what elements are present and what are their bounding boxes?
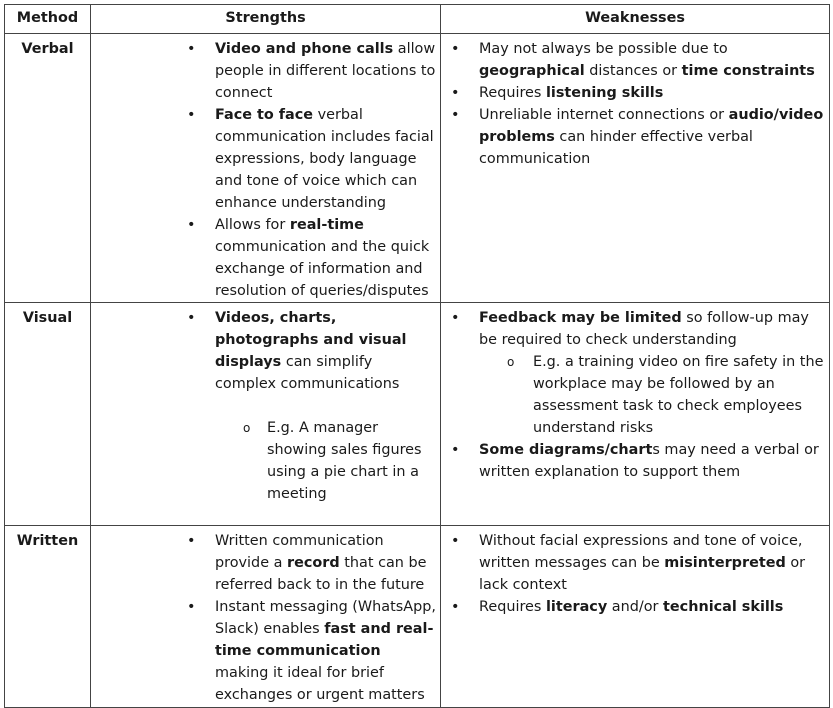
- strengths-list: [215, 530, 436, 706]
- bold-text: Feedback may be limited: [479, 310, 682, 326]
- comparison-table: [4, 4, 830, 708]
- method-cell: Verbal: [5, 34, 91, 303]
- bold-text: Video and phone calls: [215, 41, 394, 57]
- bullet-item: [215, 307, 436, 505]
- strengths-cell: [91, 526, 441, 708]
- bullet-item: [215, 530, 436, 596]
- text: and/or: [607, 599, 664, 615]
- text: Requires: [479, 85, 546, 101]
- bullet-item: [479, 439, 825, 483]
- bullet-item: [215, 596, 436, 706]
- bold-text: technical skills: [663, 599, 784, 615]
- row-visual: [5, 303, 830, 526]
- bold-text: misinterpreted: [664, 555, 786, 571]
- text: Unreliable internet connections or: [479, 107, 729, 123]
- bold-text: geographical: [479, 63, 585, 79]
- bullet-item: [215, 104, 436, 214]
- text: s may need a verbal or written explanation to support them: [479, 442, 819, 480]
- text: that can be referred back to in the future: [215, 555, 427, 593]
- bold-text: Videos, charts, photographs and visual displays: [215, 310, 407, 370]
- header-row: [5, 5, 830, 34]
- method-cell: Visual: [5, 303, 91, 526]
- sub-bullet-item: [479, 351, 825, 439]
- method-cell: Written: [5, 526, 91, 708]
- sub-bullet-text: E.g. a training video on fire safety in the workplace may be followed by an assessment task to check employees understand risks: [533, 354, 824, 436]
- text: making it ideal for brief exchanges or urgent matters: [215, 665, 425, 703]
- weaknesses-cell: [441, 34, 830, 303]
- bullet-item: [479, 307, 825, 439]
- sub-bullet-marker: o: [243, 421, 251, 435]
- strengths-cell: [91, 303, 441, 526]
- sub-bullet-text: E.g. A manager showing sales figures using a pie chart in a meeting: [267, 420, 422, 502]
- weaknesses-cell: [441, 526, 830, 708]
- bullet-item: [215, 214, 436, 302]
- strengths-cell: [91, 34, 441, 303]
- text: Written communication provide a: [215, 533, 384, 571]
- bold-text: audio/video problems: [479, 107, 824, 145]
- text: Requires: [479, 599, 546, 615]
- bold-text: time constraints: [681, 63, 815, 79]
- text: distances or: [584, 63, 682, 79]
- row-verbal: [5, 34, 830, 303]
- text: so follow-up may be required to check understanding: [479, 310, 809, 348]
- header-weaknesses: Weaknesses: [441, 5, 830, 34]
- row-written: [5, 526, 830, 708]
- bullet-item: [479, 38, 825, 82]
- weaknesses-list: [479, 307, 825, 483]
- text: communication and the quick exchange of information and resolution of queries/disputes: [215, 239, 430, 299]
- strengths-list: [215, 38, 436, 302]
- header-strengths: Strengths: [91, 5, 441, 34]
- bold-text: listening skills: [546, 85, 664, 101]
- text: allow people in different locations to connect: [215, 41, 436, 101]
- sub-bullet-marker: o: [507, 355, 515, 369]
- bullet-item: [479, 82, 825, 104]
- text: or lack context: [479, 555, 806, 593]
- bullet-item: [479, 530, 825, 596]
- bullet-item: [215, 38, 436, 104]
- bold-text: Face to face: [215, 107, 314, 123]
- weaknesses-list: [479, 38, 825, 170]
- weaknesses-list: [479, 530, 825, 618]
- bullet-item: [479, 104, 825, 170]
- text: Allows for: [215, 217, 290, 233]
- text: can simplify complex communications: [215, 354, 400, 392]
- weaknesses-cell: [441, 303, 830, 526]
- text: Without facial expressions and tone of voice, written messages can be: [479, 533, 803, 571]
- bold-text: fast and real-time communication: [215, 621, 434, 659]
- bold-text: record: [287, 555, 340, 571]
- sub-bullet-item: [215, 417, 436, 505]
- bold-text: literacy: [546, 599, 608, 615]
- header-method: Method: [5, 5, 91, 34]
- text: verbal communication includes facial expressions, body language and tone of voice which can enhance understanding: [215, 107, 434, 211]
- bullet-item: [479, 596, 825, 618]
- bold-text: Some diagrams/chart: [479, 442, 653, 458]
- text: can hinder effective verbal communication: [479, 129, 753, 167]
- bold-text: real-time: [289, 217, 364, 233]
- strengths-list: [215, 307, 436, 505]
- text: May not always be possible due to: [479, 41, 728, 57]
- text: Instant messaging (WhatsApp, Slack) enables: [215, 599, 436, 637]
